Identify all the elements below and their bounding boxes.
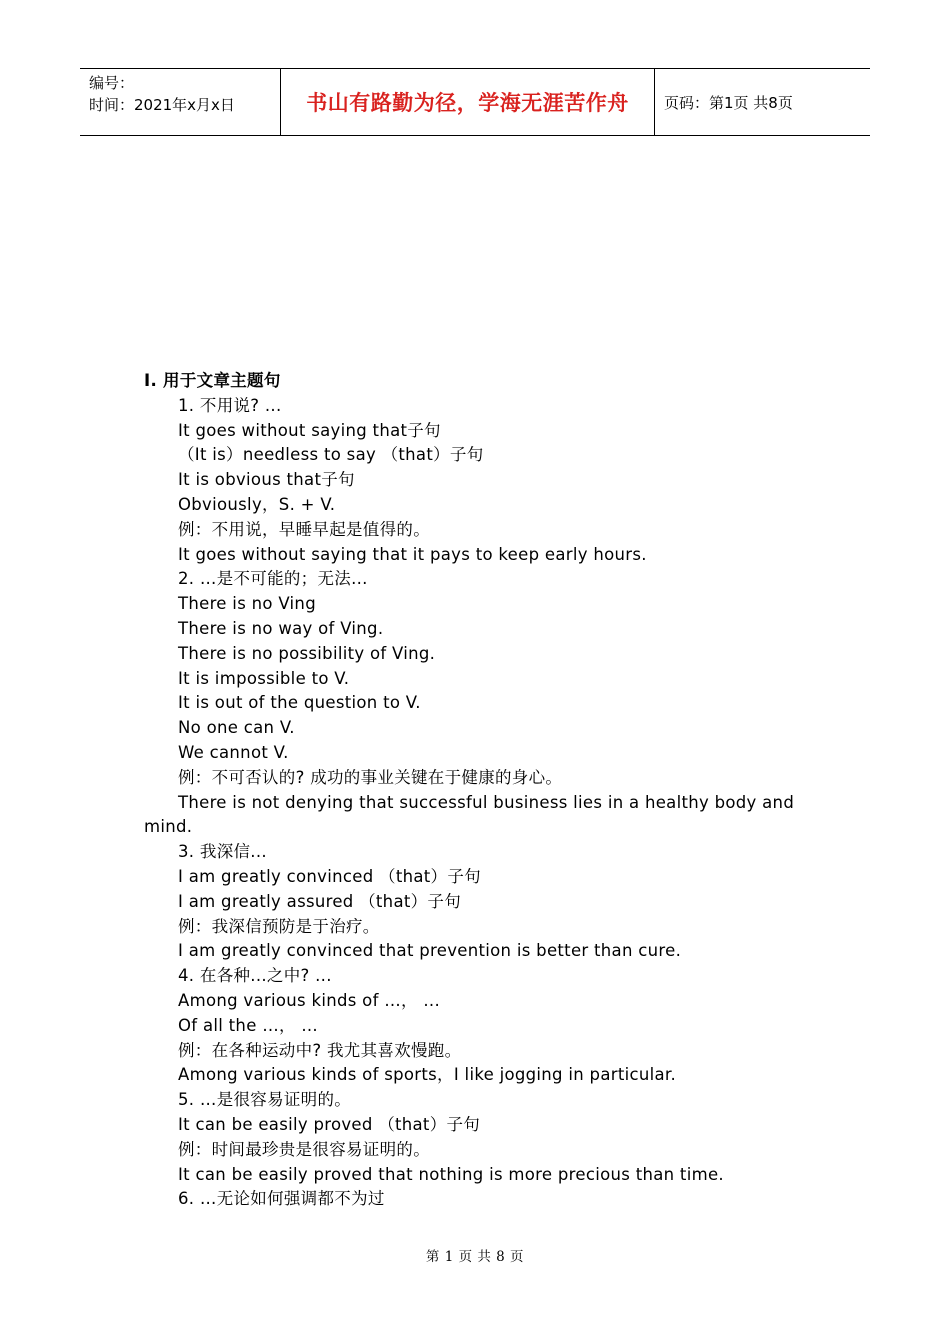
header-motto-cell — [281, 69, 655, 135]
content-line: There is not denying that successful business lies in a healthy body and mind. — [144, 792, 795, 837]
content-line: It can be easily proved （that）子句 — [178, 1114, 481, 1134]
header-info-cell — [80, 69, 281, 135]
content-line: It is out of the question to V. — [178, 693, 421, 713]
document-header — [80, 68, 870, 136]
content-line: I am greatly convinced that prevention is better than cure. — [178, 941, 682, 961]
content-line: There is no way of Ving. — [178, 618, 384, 638]
content-line: 例：时间最珍贵是很容易证明的。 — [178, 1139, 430, 1159]
content-line: 4. 在各种...之中? ... — [178, 966, 332, 986]
content-line: 2. …是不可能的；无法... — [178, 569, 368, 589]
content-line: 例：我深信预防是于治疗。 — [178, 916, 380, 936]
content-line: No one can V. — [178, 718, 295, 738]
document-body — [144, 369, 814, 1212]
content-line: Of all the …， ... — [178, 1015, 318, 1035]
content-line: It goes without saying that it pays to keep early hours. — [178, 544, 647, 564]
number-label: 编号： — [89, 74, 135, 92]
content-line: 例：不用说，早睡早起是值得的。 — [178, 519, 430, 539]
content-line: It goes without saying that子句 — [178, 420, 441, 440]
content-line: It is obvious that子句 — [178, 470, 355, 490]
content-line: 3. 我深信... — [178, 842, 267, 862]
content-line: 例：不可否认的? 成功的事业关键在于健康的身心。 — [178, 767, 563, 787]
content-line: 6. …无论如何强调都不为过 — [178, 1189, 385, 1209]
content-line: 例：在各种运动中? 我尤其喜欢慢跑。 — [178, 1040, 462, 1060]
content-line: It is impossible to V. — [178, 668, 350, 688]
section-title: I. 用于文章主题句 — [144, 371, 281, 390]
content-line: I am greatly assured （that）子句 — [178, 891, 462, 911]
page-info: 页码：第1页 共8页 — [664, 93, 793, 112]
content-line: I am greatly convinced （that）子句 — [178, 866, 481, 886]
page-footer: 第 1 页 共 8 页 — [425, 1249, 525, 1265]
content-line: 5. …是很容易证明的。 — [178, 1090, 352, 1110]
content-line: Among various kinds of sports，I like jogging in particular. — [178, 1065, 677, 1085]
date-label: 时间：2021年x月x日 — [89, 96, 235, 114]
content-line: Among various kinds of …， ... — [178, 990, 441, 1010]
content-line: It can be easily proved that nothing is more precious than time. — [178, 1164, 724, 1184]
content-line: （It is）needless to say （that）子句 — [178, 445, 484, 465]
content-line: There is no Ving — [178, 594, 316, 614]
content-line: We cannot V. — [178, 742, 289, 762]
content-line: Obviously，S. + V. — [178, 494, 336, 514]
content-line: There is no possibility of Ving. — [178, 643, 436, 663]
motto-text: 书山有路勤为径，学海无涯苦作舟 — [306, 91, 629, 115]
content-line: 1. 不用说? ... — [178, 395, 282, 415]
header-page-cell — [655, 69, 870, 135]
